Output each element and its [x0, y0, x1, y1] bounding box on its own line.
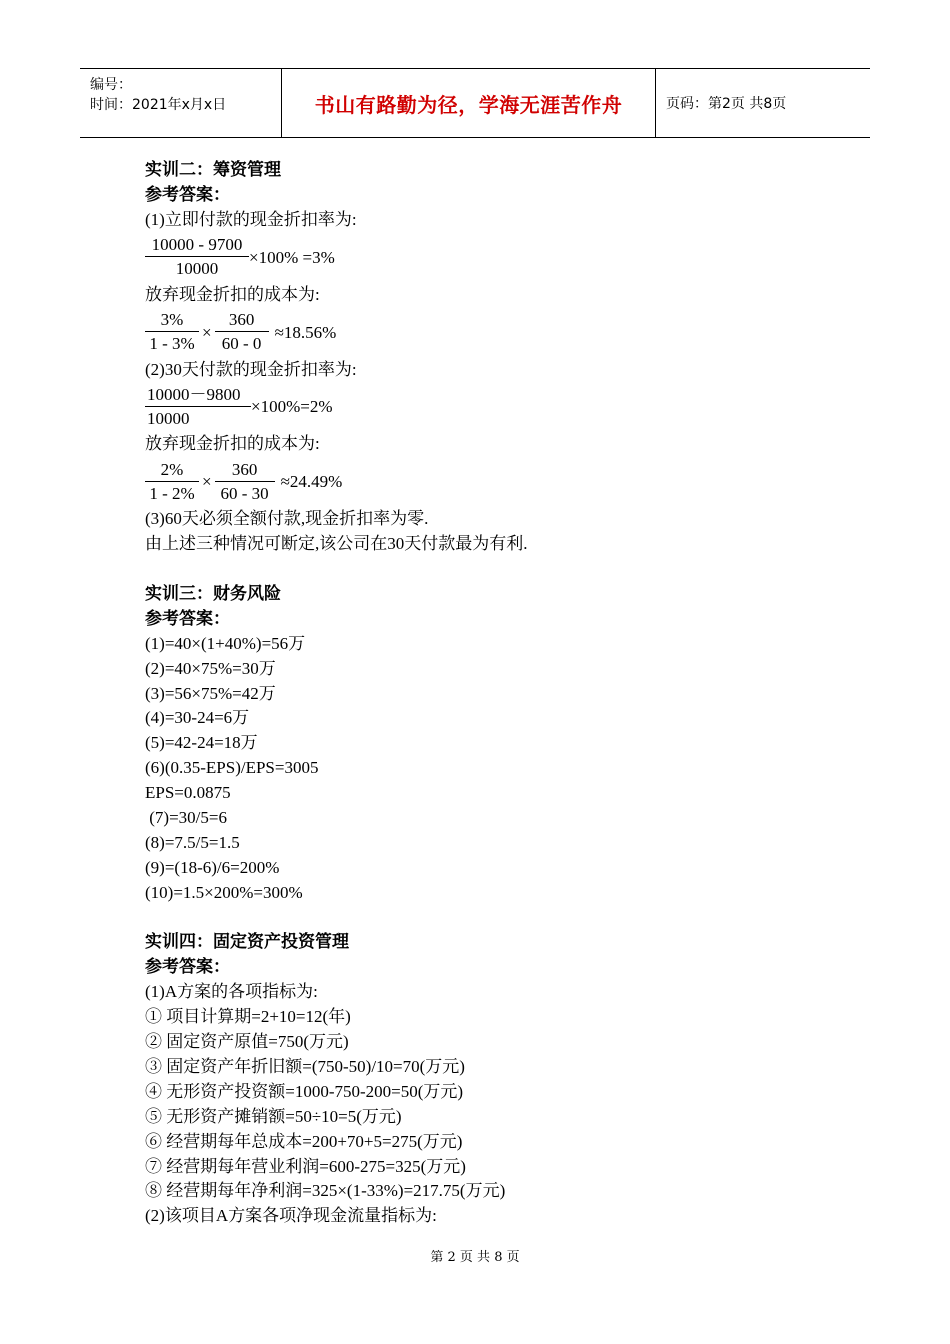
list-item: ⑦ 经营期每年营业利润=600-275=325(万元) [145, 1156, 466, 1176]
answer-label: 参考答案： [145, 957, 230, 978]
formula-cost-1 [145, 308, 845, 358]
spacer [145, 906, 845, 931]
header-left-cell [80, 69, 282, 137]
fraction: $\frac{3\%}{1 - 3\%}$ [145, 309, 199, 356]
formula-discount-rate-2 [145, 382, 845, 432]
list-item: (2)=40×75%=30万 [145, 658, 276, 678]
list-item: (2)该项目A方案各项净现金流量指标为: [145, 1206, 437, 1226]
multiply-sign: × [202, 472, 212, 492]
list-item: (6)(0.35-EPS)/EPS=3005 [145, 758, 319, 778]
section-title: 实训二：筹资管理 [145, 160, 281, 180]
list-item: ② 固定资产原值=750(万元) [145, 1032, 349, 1052]
section-title: 实训四：固定资产投资管理 [145, 932, 349, 953]
text-line: 放弃现金折扣的成本为: [145, 284, 320, 304]
list-item: (9)=(18-6)/6=200% [145, 857, 280, 877]
formula-result: ×100%=2% [251, 397, 333, 417]
text-line: (1)立即付款的现金折扣率为: [145, 209, 357, 229]
formula-result: ≈24.49% [280, 472, 343, 492]
footer-page-number: 第 2 页 共 8 页 [430, 1250, 520, 1265]
page-footer [0, 1246, 950, 1265]
fraction: $\frac{360}{60 - 30}$ [215, 459, 275, 506]
fraction: $\frac{360}{60 - 0}$ [215, 309, 269, 356]
list-item: (5)=42-24=18万 [145, 733, 258, 753]
page-info: 页码：第2页 共8页 [666, 96, 787, 112]
list-item: (1)=40×(1+40%)=56万 [145, 633, 306, 653]
fraction: $\frac{10000 - 9700}{10000}$ [145, 234, 249, 281]
formula-discount-rate-1 [145, 233, 845, 283]
section-title: 实训三：财务风险 [145, 584, 281, 605]
header-page-cell [656, 69, 870, 137]
formula-cost-2 [145, 457, 845, 507]
list-item: (8)=7.5/5=1.5 [145, 832, 240, 852]
list-item: ③ 固定资产年折旧额=(750-50)/10=70(万元) [145, 1056, 465, 1076]
formula-result: ≈18.56% [274, 322, 337, 342]
page-header [80, 68, 870, 138]
spacer [145, 557, 845, 582]
list-item: EPS=0.0875 [145, 783, 231, 803]
list-item: ⑤ 无形资产摊销额=50÷10=5(万元) [145, 1106, 402, 1126]
header-motto-cell [282, 69, 656, 137]
motto: 书山有路勤为径，学海无涯苦作舟 [314, 92, 623, 117]
text-line: (2)30天付款的现金折扣率为: [145, 359, 357, 379]
answer-label: 参考答案： [145, 608, 230, 629]
section4-lines [145, 980, 845, 1229]
date-line: 时间：2021年x月x日 [90, 97, 227, 113]
list-item: (10)=1.5×200%=300% [145, 882, 303, 902]
list-item: ① 项目计算期=2+10=12(年) [145, 1007, 351, 1027]
list-item: (7)=30/5=6 [145, 808, 227, 828]
fraction: $\frac{2\%}{1 - 2\%}$ [145, 459, 199, 506]
text-line: 放弃现金折扣的成本为: [145, 434, 320, 454]
list-item: (4)=30-24=6万 [145, 708, 250, 728]
list-item: (3)=56×75%=42万 [145, 683, 276, 703]
list-item: ⑧ 经营期每年净利润=325×(1-33%)=217.75(万元) [145, 1181, 506, 1201]
section3-lines [145, 632, 845, 906]
fraction: $\frac{10000-9800}{10000}$ [145, 384, 251, 431]
serial-label: 编号： [90, 77, 132, 93]
formula-result: ×100% =3% [249, 247, 335, 267]
document-body [145, 158, 845, 1229]
answer-label: 参考答案： [145, 184, 230, 205]
list-item: ④ 无形资产投资额=1000-750-200=50(万元) [145, 1081, 464, 1101]
list-item: ⑥ 经营期每年总成本=200+70+5=275(万元) [145, 1131, 463, 1151]
text-line: 由上述三种情况可断定,该公司在30天付款最为有利. [145, 534, 528, 554]
multiply-sign: × [202, 322, 212, 342]
list-item: (1)A方案的各项指标为: [145, 982, 318, 1002]
text-line: (3)60天必须全额付款,现金折扣率为零. [145, 509, 429, 529]
